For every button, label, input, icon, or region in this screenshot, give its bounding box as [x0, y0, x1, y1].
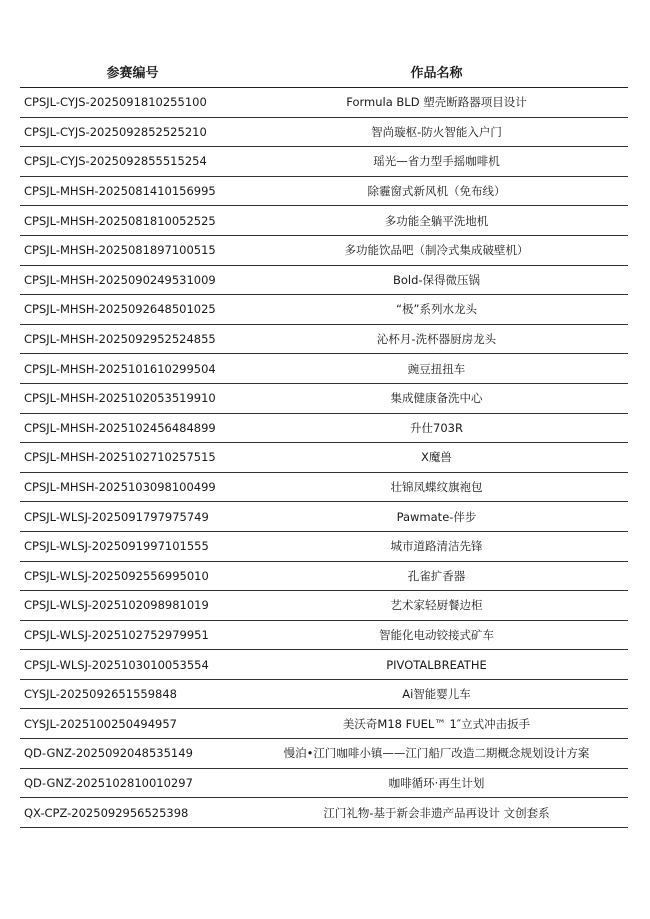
work-name-cell: 集成健康备洗中心	[390, 391, 483, 406]
table-row	[20, 443, 628, 473]
entry-id-cell: CPSJL-WLSJ-2025103010053554	[24, 657, 209, 672]
table-row	[20, 739, 628, 769]
table-row	[20, 591, 628, 621]
work-name-cell: 多功能饮品吧（制冷式集成破壁机）	[344, 243, 529, 258]
work-name-cell: 江门礼物-基于新会非遗产品再设计 文创套系	[323, 805, 550, 820]
entry-id-cell: CPSJL-CYJS-2025092855515254	[24, 154, 207, 169]
work-name-cell: 孔雀扩香器	[407, 568, 466, 583]
table-row	[20, 206, 628, 236]
work-name-cell: Pawmate-伴步	[396, 509, 477, 524]
entry-id-cell: CPSJL-MHSH-2025092648501025	[24, 302, 216, 317]
entry-id-cell: CYSJL-2025092651559848	[24, 687, 177, 702]
table-row	[20, 118, 628, 148]
work-name-cell: 城市道路清洁先锋	[390, 539, 483, 554]
table-row	[20, 473, 628, 503]
header-work-name: 作品名称	[410, 66, 463, 81]
table-row	[20, 88, 628, 118]
table-row	[20, 650, 628, 680]
table-row	[20, 621, 628, 651]
work-name-cell: 瑶光—省力型手摇咖啡机	[373, 154, 500, 169]
entry-id-cell: QD-GNZ-2025092048535149	[24, 746, 193, 761]
entry-id-cell: CPSJL-MHSH-2025081897100515	[24, 243, 216, 258]
header-entry-id: 参赛编号	[106, 66, 159, 81]
work-name-cell: 除霾窗式新风机（免布线）	[367, 184, 506, 199]
work-name-cell: Formula BLD 塑壳断路器项目设计	[346, 95, 527, 110]
work-name-cell: 慢泊•江门咖啡小镇——江门船厂改造二期概念规划设计方案	[283, 746, 590, 761]
entry-id-cell: CPSJL-WLSJ-2025092556995010	[24, 568, 209, 583]
table-row	[20, 562, 628, 592]
work-name-cell: 艺术家轻厨餐边柜	[390, 598, 483, 613]
table-row	[20, 266, 628, 296]
entries-table	[20, 56, 628, 828]
entry-id-cell: CPSJL-MHSH-2025101610299504	[24, 361, 216, 376]
table-row	[20, 769, 628, 799]
table-row	[20, 680, 628, 710]
work-name-cell: 智能化电动铰接式矿车	[379, 627, 494, 642]
entry-id-cell: CPSJL-MHSH-2025102456484899	[24, 420, 216, 435]
table-row	[20, 532, 628, 562]
entry-id-cell: CPSJL-MHSH-2025090249531009	[24, 272, 216, 287]
entry-id-cell: CYSJL-2025100250494957	[24, 716, 177, 731]
entry-id-cell: CPSJL-MHSH-2025081810052525	[24, 213, 216, 228]
work-name-cell: 豌豆扭扭车	[407, 361, 466, 376]
table-row	[20, 147, 628, 177]
table-row	[20, 384, 628, 414]
entry-id-cell: CPSJL-CYJS-2025091810255100	[24, 95, 207, 110]
entry-id-cell: CPSJL-MHSH-2025092952524855	[24, 332, 216, 347]
entry-id-cell: CPSJL-MHSH-2025103098100499	[24, 480, 216, 495]
entry-id-cell: CPSJL-CYJS-2025092852525210	[24, 124, 207, 139]
work-name-cell: 咖啡循环·再生计划	[388, 775, 485, 790]
entry-id-cell: CPSJL-WLSJ-2025091797975749	[24, 509, 209, 524]
table-row	[20, 177, 628, 207]
table-row	[20, 709, 628, 739]
work-name-cell: X魔兽	[421, 450, 452, 465]
table-row	[20, 798, 628, 828]
table-row	[20, 414, 628, 444]
table-row	[20, 502, 628, 532]
table-row	[20, 354, 628, 384]
work-name-cell: Bold-保得微压锅	[392, 272, 481, 287]
work-name-cell: 壮锦凤蝶纹旗袍包	[390, 480, 483, 495]
entry-id-cell: QX-CPZ-2025092956525398	[24, 805, 189, 820]
entry-id-cell: CPSJL-WLSJ-2025102098981019	[24, 598, 209, 613]
work-name-cell: “极”系列水龙头	[396, 302, 477, 317]
entry-id-cell: CPSJL-MHSH-2025102710257515	[24, 450, 216, 465]
work-name-cell: 升仕703R	[410, 420, 463, 435]
entry-id-cell: CPSJL-MHSH-2025102053519910	[24, 391, 216, 406]
entry-id-cell: CPSJL-WLSJ-2025091997101555	[24, 539, 209, 554]
work-name-cell: 沁杯月-洗杯器厨房龙头	[376, 332, 497, 347]
work-name-cell: 智尚璇枢-防火智能入户门	[371, 124, 502, 139]
work-name-cell: 美沃奇M18 FUEL™ 1″立式冲击扳手	[342, 716, 531, 731]
work-name-cell: Ai智能婴儿车	[402, 687, 471, 702]
table-row	[20, 325, 628, 355]
entry-id-cell: CPSJL-WLSJ-2025102752979951	[24, 627, 209, 642]
entry-id-cell: QD-GNZ-2025102810010297	[24, 775, 193, 790]
table-header-row	[20, 56, 628, 88]
table-row	[20, 295, 628, 325]
work-name-cell: PIVOTALBREATHE	[386, 657, 487, 672]
work-name-cell: 多功能全躺平洗地机	[384, 213, 489, 228]
entry-id-cell: CPSJL-MHSH-2025081410156995	[24, 184, 216, 199]
table-body	[20, 88, 628, 828]
table-row	[20, 236, 628, 266]
